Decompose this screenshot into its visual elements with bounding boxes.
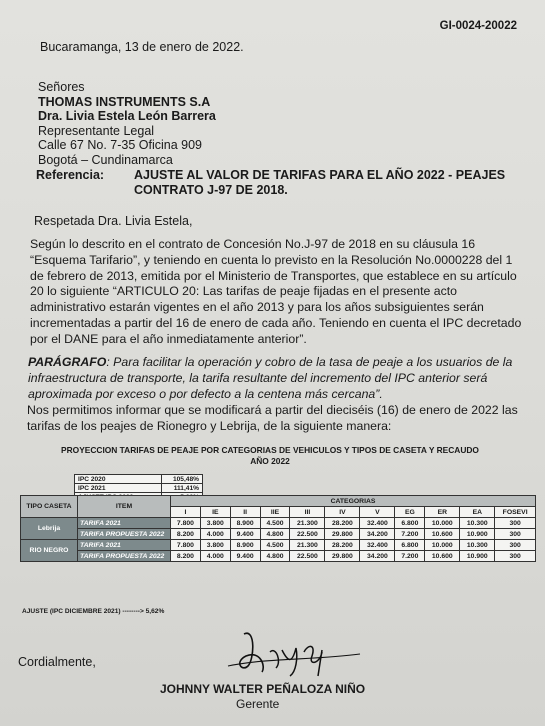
row-label: TARIFA 2021 bbox=[78, 540, 171, 551]
table-cell: 8.900 bbox=[230, 518, 260, 529]
ipc-label: IPC 2021 bbox=[75, 484, 162, 493]
table-cell: 4.000 bbox=[200, 529, 230, 540]
table-cell: 300 bbox=[495, 551, 536, 562]
table-cell: 29.800 bbox=[325, 529, 360, 540]
table-row bbox=[21, 540, 536, 551]
table-cell: 6.800 bbox=[395, 540, 425, 551]
table-header-row bbox=[21, 496, 536, 507]
signature-image bbox=[226, 622, 366, 680]
date-line: Bucaramanga, 13 de enero de 2022. bbox=[40, 40, 244, 54]
recipient-city: Bogotá – Cundinamarca bbox=[38, 152, 173, 167]
closing: Cordialmente, bbox=[18, 655, 96, 669]
tipo-caseta-header: TIPO CASETA bbox=[21, 496, 78, 518]
ipc-value: 105,48% bbox=[162, 475, 203, 484]
table-cell: 4.800 bbox=[260, 551, 290, 562]
table-cell: 9.400 bbox=[230, 551, 260, 562]
caseta-cell: Lebrija bbox=[21, 518, 78, 540]
signer-role: Gerente bbox=[236, 697, 280, 711]
signer-name: JOHNNY WALTER PEÑALOZA NIÑO bbox=[160, 682, 366, 696]
table-row bbox=[21, 518, 536, 529]
table-title: PROYECCION TARIFAS DE PEAJE POR CATEGORIAS DE VEHICULOS Y TIPOS DE CASETA Y RECAUDO AÑO 2022 bbox=[61, 445, 479, 466]
salutation: Respetada Dra. Livia Estela, bbox=[34, 214, 193, 228]
paragrafo-heading: PARÁGRAFO bbox=[28, 355, 107, 369]
table-cell: 8.200 bbox=[171, 551, 201, 562]
categorias-header: CATEGORIAS bbox=[171, 496, 536, 507]
row-label: TARIFA PROPUESTA 2022 bbox=[78, 551, 171, 562]
table-cell: 3.800 bbox=[200, 540, 230, 551]
table-cell: 10.300 bbox=[460, 518, 495, 529]
table-cell: 7.800 bbox=[171, 518, 201, 529]
table-cell: 7.200 bbox=[395, 551, 425, 562]
table-cell: 28.200 bbox=[325, 518, 360, 529]
table-cell: 300 bbox=[495, 518, 536, 529]
table-cell: 10.600 bbox=[425, 551, 460, 562]
table-cell: 4.500 bbox=[260, 518, 290, 529]
ipc-row bbox=[75, 484, 203, 493]
table-cell: 32.400 bbox=[360, 518, 395, 529]
table-cell: 22.500 bbox=[290, 529, 325, 540]
table-cell: 21.300 bbox=[290, 540, 325, 551]
column-header: FOSEVI bbox=[495, 507, 536, 518]
ipc-row bbox=[75, 475, 203, 484]
column-header: ER bbox=[425, 507, 460, 518]
table-cell: 28.200 bbox=[325, 540, 360, 551]
paragraph-1: Según lo descrito en el contrato de Concesión No.J-97 de 2018 en su cláusula 16 “Esquema Tarifario”, y teniendo en cuenta lo previsto en la Resolución No.0000228 del 1 de febrero de 2013, emitida por el Ministerio de Transportes, que establece en su artículo 20 lo siguiente “ARTICULO 20: Las tarifas de peaje fijadas en el presente acto administrativo estarán vigentes en el año 2013 y para los años subsiguientes serán incrementadas a partir del 16 de enero de cada año. Teniendo en cuenta el IPC decretado por el DANE para el año inmediatamente anterior”. bbox=[30, 237, 522, 346]
table-cell: 10.300 bbox=[460, 540, 495, 551]
document-code: GI-0024-20022 bbox=[439, 20, 517, 32]
ipc-value: 111,41% bbox=[162, 484, 203, 493]
table-row bbox=[21, 529, 536, 540]
caseta-cell: RIO NEGRO bbox=[21, 540, 78, 562]
table-row bbox=[21, 551, 536, 562]
table-cell: 300 bbox=[495, 529, 536, 540]
table-cell: 10.900 bbox=[460, 529, 495, 540]
recipient-address: Calle 67 No. 7-35 Oficina 909 bbox=[38, 138, 202, 153]
table-cell: 21.300 bbox=[290, 518, 325, 529]
ajuste-line: AJUSTE (IPC DICIEMBRE 2021) --------> 5,62% bbox=[22, 608, 165, 615]
recipient-name: Dra. Livia Estela León Barrera bbox=[38, 109, 216, 124]
tariff-table bbox=[20, 495, 536, 562]
table-cell: 300 bbox=[495, 540, 536, 551]
table-cell: 8.900 bbox=[230, 540, 260, 551]
item-header: ITEM bbox=[78, 496, 171, 518]
reference-line-1: AJUSTE AL VALOR DE TARIFAS PARA EL AÑO 2022 - PEAJES bbox=[134, 168, 506, 182]
table-cell: 7.200 bbox=[395, 529, 425, 540]
recipient-greeting: Señores bbox=[38, 80, 85, 94]
table-cell: 4.000 bbox=[200, 551, 230, 562]
reference-block bbox=[36, 168, 516, 198]
column-header: II bbox=[230, 507, 260, 518]
reference-label: Referencia: bbox=[36, 168, 105, 182]
column-header: I bbox=[171, 507, 201, 518]
recipient-role: Representante Legal bbox=[38, 123, 155, 138]
column-header: IE bbox=[200, 507, 230, 518]
table-cell: 22.500 bbox=[290, 551, 325, 562]
table-cell: 7.800 bbox=[171, 540, 201, 551]
reference-line-2: CONTRATO J-97 DE 2018. bbox=[134, 183, 288, 197]
recipient-company: THOMAS INSTRUMENTS S.A bbox=[38, 94, 211, 109]
table-cell: 4.800 bbox=[260, 529, 290, 540]
table-cell: 10.600 bbox=[425, 529, 460, 540]
column-header: III bbox=[290, 507, 325, 518]
table-cell: 34.200 bbox=[360, 529, 395, 540]
column-header: IV bbox=[325, 507, 360, 518]
row-label: TARIFA PROPUESTA 2022 bbox=[78, 529, 171, 540]
paragraph-3: Nos permitimos informar que se modificará a partir del dieciséis (16) de enero de 2022 las tarifas de los peajes de Rionegro y Lebrija, de la siguiente manera: bbox=[27, 403, 518, 433]
column-header: V bbox=[360, 507, 395, 518]
table-cell: 6.800 bbox=[395, 518, 425, 529]
table-cell: 10.000 bbox=[425, 518, 460, 529]
table-cell: 10.000 bbox=[425, 540, 460, 551]
column-header: IIE bbox=[260, 507, 290, 518]
paragrafo-text: : Para facilitar la operación y cobro de la tasa de peaje a los usuarios de la infraestructura de transporte, la tarifa resultante del incremento del IPC anterior será aproximada por exceso o por defecto a la centena más cercana”. bbox=[28, 355, 513, 401]
recipient-block bbox=[38, 80, 216, 168]
ipc-label: IPC 2020 bbox=[75, 475, 162, 484]
table-cell: 8.200 bbox=[171, 529, 201, 540]
column-header: EA bbox=[460, 507, 495, 518]
table-cell: 4.500 bbox=[260, 540, 290, 551]
table-cell: 9.400 bbox=[230, 529, 260, 540]
table-cell: 3.800 bbox=[200, 518, 230, 529]
table-cell: 10.900 bbox=[460, 551, 495, 562]
column-header: EG bbox=[395, 507, 425, 518]
table-cell: 29.800 bbox=[325, 551, 360, 562]
table-cell: 34.200 bbox=[360, 551, 395, 562]
row-label: TARIFA 2021 bbox=[78, 518, 171, 529]
table-cell: 32.400 bbox=[360, 540, 395, 551]
paragraph-2 bbox=[28, 355, 528, 402]
